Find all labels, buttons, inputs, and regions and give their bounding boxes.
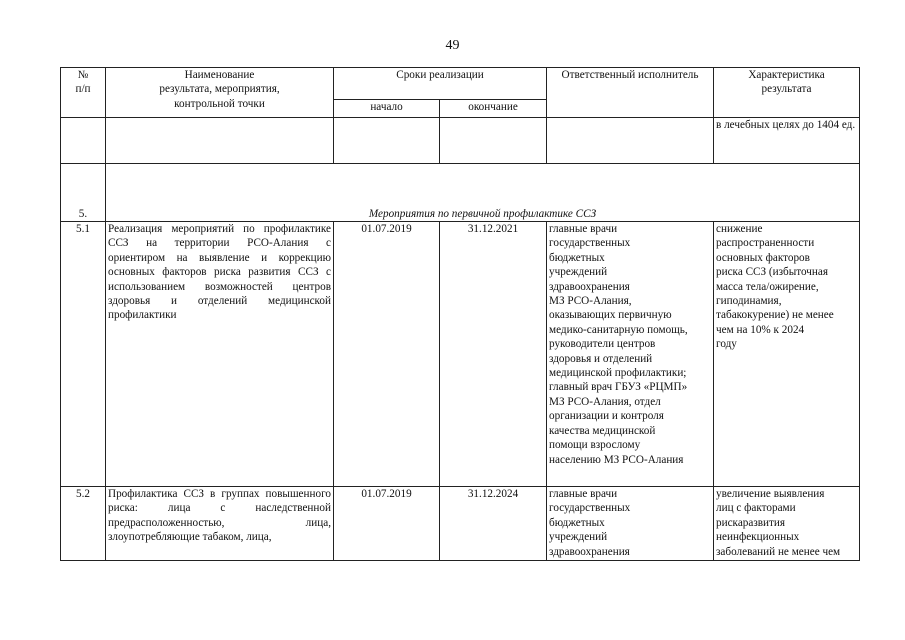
table-row [61,222,860,487]
row-name: Профилактика ССЗ в группах повышенного риска: лица с наследственной предрасположенностью, лица, злоупотребляющие табаком, лица, [106,487,334,561]
cont-end [440,118,547,164]
header-executor: Ответственный исполнитель [547,68,714,118]
row-characteristic: увеличение выявления лиц с факторами рискаразвития неинфекционных заболеваний не менее чем [714,487,860,561]
row-start: 01.07.2019 [334,487,440,561]
table-row [61,487,860,561]
row-name: Реализация мероприятий по профилактике ССЗ на территории РСО-Алания с ориентиром на выявление и коррекцию основных факторов риска развития ССЗ с использованием возможностей центров здоровья и отделений медицинской профилактики [106,222,334,487]
header-end: окончание [440,100,547,118]
header-num: № п/п [61,68,106,118]
section-num: 5. [61,164,106,222]
cont-executor [547,118,714,164]
header-start: начало [334,100,440,118]
header-name: Наименование результата, мероприятия, контрольной точки [106,68,334,118]
header-characteristic: Характеристика результата [714,68,860,118]
row-num: 5.1 [61,222,106,487]
continuation-row [61,118,860,164]
row-num: 5.2 [61,487,106,561]
section-title: Мероприятия по первичной профилактике ССЗ [106,164,860,222]
row-end: 31.12.2021 [440,222,547,487]
page-number: 49 [445,38,460,53]
cont-characteristic: в лечебных целях до 1404 ед. [714,118,860,164]
row-characteristic: снижение распространенности основных факторов риска ССЗ (избыточная масса тела/ожирение, гиподинамия, табакокурение) не менее чем на 10% к 2024 году [714,222,860,487]
measures-table [60,67,860,561]
row-executor: главные врачи государственных бюджетных учреждений здравоохранения [547,487,714,561]
row-executor: главные врачи государственных бюджетных учреждений здравоохранения МЗ РСО-Алания, оказывающих первичную медико-санитарную помощь, руководители центров здоровья и отделений медицинской профилактики; главный врач ГБУЗ «РЦМП» МЗ РСО-Алания, отдел организации и контроля качества медицинской помощи взрослому населению МЗ РСО-Алания [547,222,714,487]
cont-name [106,118,334,164]
row-start: 01.07.2019 [334,222,440,487]
header-terms: Сроки реализации [334,68,547,100]
row-end: 31.12.2024 [440,487,547,561]
section-row [61,164,860,222]
header-row [61,68,860,100]
cont-num [61,118,106,164]
cont-start [334,118,440,164]
